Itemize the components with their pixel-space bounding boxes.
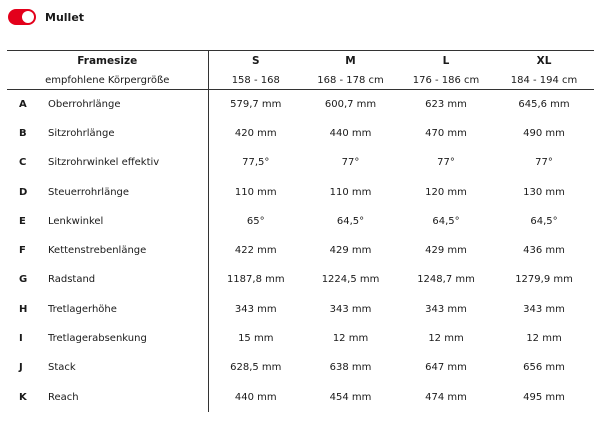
table-row xyxy=(7,236,594,265)
table-row xyxy=(7,119,594,148)
row-value-l: 343 mm xyxy=(425,303,467,315)
row-value-s: 15 mm xyxy=(238,333,274,345)
row-value-xl: 495 mm xyxy=(523,391,565,403)
row-value-s: 110 mm xyxy=(234,186,277,198)
row-value-xl: 130 mm xyxy=(523,186,565,198)
row-letter: C xyxy=(19,157,27,169)
toggle-knob xyxy=(22,11,34,23)
size-s-heading: S xyxy=(251,55,260,68)
row-measure-name: Sitzrohrlänge xyxy=(44,119,208,148)
size-l-heading: L xyxy=(442,55,450,68)
table-row xyxy=(7,148,594,177)
row-value-l: 474 mm xyxy=(425,391,467,403)
table-row xyxy=(7,382,594,411)
row-measure-name: Radstand xyxy=(44,265,208,294)
row-value-m: 638 mm xyxy=(329,362,372,374)
row-value-l: 12 mm xyxy=(428,333,464,345)
table-header-row xyxy=(7,51,594,72)
row-value-s: 579,7 mm xyxy=(230,98,282,110)
row-value-l: 429 mm xyxy=(425,245,467,257)
row-value-m: 110 mm xyxy=(329,186,372,198)
row-value-l: 77° xyxy=(437,157,455,169)
row-measure-name: Tretlagerabsenkung xyxy=(44,324,208,353)
body-height-label: empfohlene Körpergröße xyxy=(7,72,208,90)
row-measure-name: Kettenstrebenlänge xyxy=(44,236,208,265)
row-value-l: 64,5° xyxy=(432,215,460,227)
row-value-s: 77,5° xyxy=(242,157,270,169)
row-value-m: 343 mm xyxy=(329,303,372,315)
row-value-m: 600,7 mm xyxy=(324,98,377,110)
row-measure-name: Stack xyxy=(44,353,208,382)
mullet-toggle-row xyxy=(8,7,84,27)
row-value-xl: 436 mm xyxy=(523,245,565,257)
table-row xyxy=(7,265,594,294)
row-value-m: 12 mm xyxy=(332,333,369,345)
row-value-l: 120 mm xyxy=(425,186,467,198)
row-value-xl: 490 mm xyxy=(523,127,565,139)
row-value-m: 440 mm xyxy=(329,127,372,139)
row-value-l: 623 mm xyxy=(425,98,467,110)
row-value-xl: 645,6 mm xyxy=(518,98,570,110)
geometry-table xyxy=(7,50,594,412)
size-xl-range: 184 - 194 cm xyxy=(494,72,594,90)
row-value-xl: 12 mm xyxy=(526,333,562,345)
size-l-range: 176 - 186 cm xyxy=(398,72,494,90)
geometry-table-body xyxy=(7,90,594,412)
row-value-s: 65° xyxy=(246,215,265,227)
row-measure-name: Tretlagerhöhe xyxy=(44,295,208,324)
row-letter: F xyxy=(19,245,26,257)
row-value-s: 343 mm xyxy=(234,303,277,315)
size-m-range: 168 - 178 cm xyxy=(303,72,398,90)
row-measure-name: Lenkwinkel xyxy=(44,207,208,236)
table-row xyxy=(7,207,594,236)
row-letter: B xyxy=(19,127,27,139)
row-letter: D xyxy=(19,186,28,198)
row-letter: G xyxy=(19,274,28,286)
table-row xyxy=(7,295,594,324)
row-measure-name: Sitzrohrwinkel effektiv xyxy=(44,148,208,177)
row-measure-name: Reach xyxy=(44,382,208,411)
row-value-xl: 656 mm xyxy=(523,362,565,374)
row-value-l: 647 mm xyxy=(425,362,467,374)
row-value-m: 454 mm xyxy=(329,391,372,403)
framesize-heading: Framesize xyxy=(7,51,208,72)
row-value-m: 77° xyxy=(341,157,360,169)
row-letter: H xyxy=(19,303,28,315)
table-row xyxy=(7,353,594,382)
row-value-l: 1248,7 mm xyxy=(417,274,475,286)
row-value-s: 440 mm xyxy=(234,391,277,403)
row-value-xl: 1279,9 mm xyxy=(515,274,573,286)
row-letter: I xyxy=(19,333,23,345)
table-row xyxy=(7,177,594,206)
row-letter: E xyxy=(19,215,26,227)
row-letter: J xyxy=(19,362,23,374)
row-value-xl: 77° xyxy=(535,157,553,169)
row-value-m: 429 mm xyxy=(329,245,372,257)
row-value-s: 628,5 mm xyxy=(230,362,282,374)
table-row xyxy=(7,90,594,119)
row-value-s: 422 mm xyxy=(234,245,277,257)
table-row xyxy=(7,324,594,353)
row-value-s: 1187,8 mm xyxy=(226,274,285,286)
size-xl-heading: XL xyxy=(536,55,552,68)
row-letter: A xyxy=(19,98,27,110)
mullet-toggle-switch[interactable] xyxy=(8,9,36,25)
mullet-toggle-label: Mullet xyxy=(45,10,85,24)
row-value-xl: 343 mm xyxy=(523,303,565,315)
size-s-range: 158 - 168 xyxy=(208,72,303,90)
row-measure-name: Oberrohrlänge xyxy=(44,90,208,119)
row-value-m: 1224,5 mm xyxy=(321,274,380,286)
row-value-xl: 64,5° xyxy=(530,215,558,227)
row-value-s: 420 mm xyxy=(234,127,277,139)
row-measure-name: Steuerrohrlänge xyxy=(44,177,208,206)
size-m-heading: M xyxy=(345,55,356,68)
row-letter: K xyxy=(19,391,27,403)
row-value-m: 64,5° xyxy=(336,215,365,227)
table-subheader-row xyxy=(7,72,594,90)
row-value-l: 470 mm xyxy=(425,127,467,139)
